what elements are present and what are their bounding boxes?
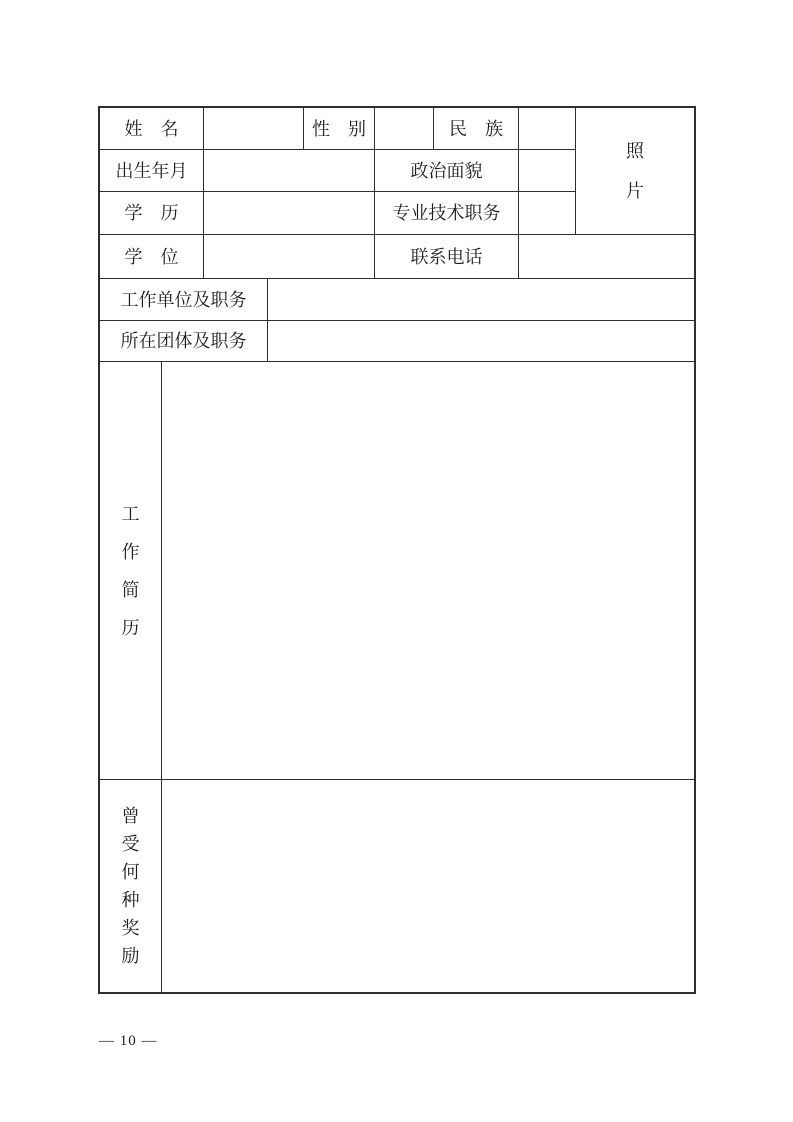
ethnicity-label-cell (434, 108, 519, 150)
name-value-cell[interactable] (204, 108, 304, 150)
resume-label-cell (100, 362, 162, 780)
political-status-label: 政治面貌 (410, 160, 483, 181)
political-status-label-cell (375, 150, 519, 192)
ethnicity-value-cell[interactable] (519, 108, 576, 150)
ethnicity-label: 民 族 (449, 118, 503, 139)
resume-label: 工作简历 (121, 503, 140, 638)
degree-value-cell[interactable] (204, 235, 375, 279)
professional-title-label: 专业技术职务 (392, 203, 501, 223)
phone-label: 联系电话 (410, 246, 483, 267)
professional-title-label-cell (375, 192, 519, 235)
phone-value-cell[interactable] (519, 235, 694, 279)
education-label-cell (100, 192, 204, 235)
political-status-value-cell[interactable] (519, 150, 576, 192)
birthdate-value-cell[interactable] (204, 150, 375, 192)
gender-value-cell[interactable] (375, 108, 434, 150)
group-value-cell[interactable] (268, 321, 694, 362)
group-label-cell (100, 321, 268, 362)
degree-label-cell (100, 235, 204, 279)
photo-label: 照片 (626, 141, 644, 201)
work-unit-value-cell[interactable] (268, 279, 694, 321)
group-label: 所在团体及职务 (120, 331, 247, 351)
gender-label-cell (304, 108, 375, 150)
education-value-cell[interactable] (204, 192, 375, 235)
registration-form-table (98, 106, 696, 994)
professional-title-value-cell[interactable] (519, 192, 576, 235)
education-label: 学 历 (124, 203, 179, 223)
awards-label: 曾受何种奖励 (121, 806, 140, 966)
photo-cell[interactable] (576, 108, 694, 235)
name-label: 姓 名 (124, 118, 179, 139)
page-number: — 10 — (99, 1033, 158, 1049)
birthdate-label-cell (100, 150, 204, 192)
awards-label-cell (100, 780, 162, 992)
phone-label-cell (375, 235, 519, 279)
degree-label: 学 位 (124, 246, 179, 267)
gender-label: 性 别 (312, 118, 366, 139)
birthdate-label: 出生年月 (115, 160, 188, 181)
work-unit-label-cell (100, 279, 268, 321)
work-unit-label: 工作单位及职务 (120, 289, 247, 310)
resume-content-cell[interactable] (162, 362, 694, 780)
name-label-cell (100, 108, 204, 150)
awards-content-cell[interactable] (162, 780, 694, 992)
